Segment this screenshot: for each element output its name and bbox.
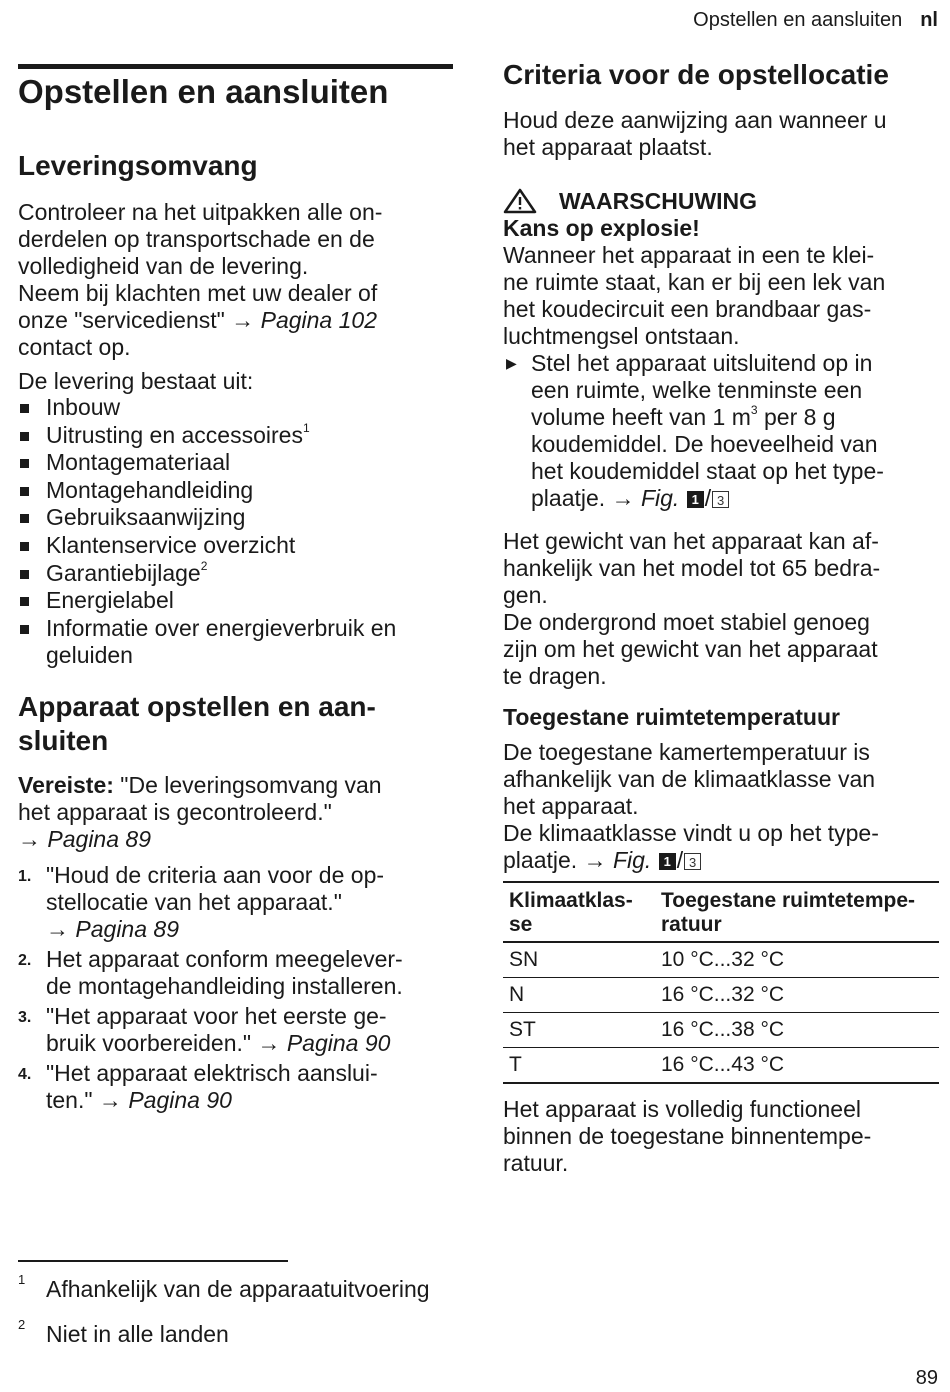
text-line: plaatje. → Fig. 1 / 3	[531, 485, 940, 512]
footnote	[18, 1272, 430, 1303]
table-row	[503, 942, 939, 978]
text-line: Wanneer het apparaat in een te klei-	[503, 242, 875, 268]
text-line: het apparaat is gecontroleerd."	[18, 799, 332, 825]
warning-label: WAARSCHUWING	[559, 187, 758, 214]
text-line: zijn om het gewicht van het apparaat	[503, 636, 878, 662]
step-item	[18, 1003, 458, 1057]
list-item-text: Montagehandleiding	[46, 476, 254, 503]
step-text: "Het apparaat elektrisch aanslui-	[46, 1060, 378, 1086]
text-line: te dragen.	[503, 663, 607, 689]
superscript: 3	[750, 403, 758, 417]
header-text: Klimaatklas-	[509, 889, 633, 912]
header-text: Toegestane ruimtetempe-	[661, 889, 915, 912]
running-header	[693, 9, 938, 32]
text-span: volume heeft van 1 m	[531, 404, 751, 430]
figure-link[interactable]: Fig.	[612, 847, 652, 873]
step-number: 4.	[18, 1066, 32, 1083]
delivery-list	[18, 394, 458, 670]
footnote-number: 2	[18, 1317, 26, 1332]
page-link[interactable]: Pagina 90	[128, 1087, 232, 1113]
text-span: "De leveringsomvang van	[120, 772, 382, 798]
step-text: bruik voorbereiden."	[46, 1030, 252, 1056]
text-line: derdelen op transportschade en de	[18, 226, 375, 252]
text-line: plaatje. → Fig. 1 / 3	[503, 847, 940, 874]
text-span: onze "servicedienst"	[18, 307, 225, 333]
table-row	[503, 1048, 939, 1084]
warning-action	[503, 350, 940, 512]
text-line: hankelijk van het model tot 65 bedra-	[503, 555, 881, 581]
warning-header	[503, 187, 940, 215]
temperature-text	[503, 739, 940, 874]
list-item	[18, 477, 458, 505]
step-text: Het apparaat conform meegelever-	[46, 946, 403, 972]
step-number: 3.	[18, 1009, 32, 1026]
header-text: se	[509, 913, 533, 936]
table-row	[503, 1013, 939, 1048]
text-line	[18, 307, 458, 334]
climate-class-table	[503, 881, 939, 1084]
step-text: de montagehandleiding installeren.	[46, 973, 403, 999]
arrow-icon: →	[98, 1087, 122, 1113]
text-line: ne ruimte staat, kan er bij een lek van	[503, 269, 886, 295]
list-item	[18, 449, 458, 477]
title-rule	[18, 64, 453, 69]
arrow-icon: →	[46, 916, 69, 942]
table-header-row	[503, 882, 939, 942]
page-number: 89	[915, 1367, 938, 1389]
table-cell: N	[503, 978, 655, 1013]
footnote-rule	[18, 1260, 288, 1262]
heading-leveringsomvang: Leveringsomvang	[18, 150, 258, 181]
figure-1-badge[interactable]: 1	[687, 491, 704, 508]
warning-triangle-icon	[503, 188, 537, 214]
heading-temperature: Toegestane ruimtetemperatuur	[503, 704, 840, 730]
footnote-text: Afhankelijk van de apparaatuitvoering	[46, 1276, 430, 1302]
delivery-intro: De levering bestaat uit:	[18, 368, 254, 394]
list-item-text: Uitrusting en accessoires	[46, 421, 303, 448]
step-text: "Het apparaat voor het eerste ge-	[46, 1003, 387, 1029]
text-span: per 8 g	[757, 404, 836, 430]
footnote-ref[interactable]: 2	[200, 558, 208, 573]
footnote-number: 1	[18, 1272, 26, 1287]
table-cell: T	[503, 1048, 655, 1084]
text-line: Het apparaat is volledig functioneel	[503, 1096, 862, 1122]
text-line: De ondergrond moet stabiel genoeg	[503, 609, 870, 635]
footnote	[18, 1317, 229, 1348]
text-line: De toegestane kamertemperatuur is	[503, 739, 870, 765]
list-item-text: Garantiebijlage	[46, 559, 201, 586]
step-item	[18, 946, 458, 1000]
figure-link[interactable]: Fig.	[640, 485, 680, 511]
warning-title: Kans op explosie!	[503, 215, 700, 241]
text-line: Houd deze aanwijzing aan wanneer u	[503, 107, 887, 133]
list-item-text: Klantenservice overzicht	[46, 531, 296, 558]
list-item	[18, 504, 458, 532]
list-item-text: Inbouw	[46, 394, 121, 420]
criteria-text	[503, 107, 940, 161]
table-cell: 16 °C...43 °C	[655, 1048, 939, 1084]
text-line: het apparaat.	[503, 793, 639, 819]
text-line	[18, 772, 458, 799]
figure-3-badge[interactable]: 3	[684, 853, 701, 870]
list-item-text: Gebruiksaanwijzing	[46, 504, 246, 531]
text-line: het apparaat plaatst.	[503, 134, 713, 160]
text-span: plaatje.	[503, 847, 578, 873]
arrow-icon: →	[257, 1030, 281, 1056]
text-line: Controleer na het uitpakken alle on-	[18, 199, 383, 225]
text-line: afhankelijk van de klimaatklasse van	[503, 766, 876, 792]
figure-3-badge[interactable]: 3	[712, 491, 729, 508]
text-line: koudemiddel. De hoeveelheid van	[531, 431, 878, 457]
text-line: De klimaatklasse vindt u op het type-	[503, 820, 879, 846]
page-title: Opstellen en aansluiten	[18, 73, 389, 110]
table-note	[503, 1096, 940, 1177]
text-line: contact op.	[18, 334, 131, 360]
steps-list	[18, 862, 458, 1117]
step-item	[18, 862, 458, 943]
text-line: een ruimte, welke tenminste een	[531, 377, 863, 403]
text-line	[531, 404, 940, 431]
list-item-text: Energielabel	[46, 587, 174, 614]
page-link[interactable]: Pagina 89	[47, 826, 151, 852]
text-line: het koudecircuit een brandbaar gas-	[503, 296, 872, 322]
text-line: Neem bij klachten met uw dealer of	[18, 280, 378, 306]
list-item-text: Informatie over energieverbruik en	[46, 614, 397, 641]
text-line: ratuur.	[503, 1150, 569, 1176]
arrow-icon: →	[611, 485, 635, 511]
column-header	[655, 882, 939, 942]
text-line: het koudemiddel staat op het type-	[531, 458, 884, 484]
table-cell: ST	[503, 1013, 655, 1048]
list-item	[18, 587, 458, 615]
table-cell: 16 °C...38 °C	[655, 1013, 939, 1048]
footnote-ref[interactable]: 1	[302, 420, 310, 435]
page-link[interactable]: Pagina 89	[75, 916, 179, 942]
list-item	[18, 615, 458, 670]
text-line	[18, 826, 458, 853]
figure-1-badge[interactable]: 1	[659, 853, 676, 870]
text-line: gen.	[503, 582, 548, 608]
list-item-text: Montagemateriaal	[46, 449, 231, 476]
header-text: ratuur	[661, 913, 722, 936]
table-cell: SN	[503, 942, 655, 978]
step-item	[18, 1060, 458, 1114]
weight-text	[503, 528, 940, 690]
header-section: Opstellen en aansluiten	[693, 9, 903, 31]
page-link[interactable]: Pagina 102	[260, 307, 377, 333]
text-line: volledigheid van de levering.	[18, 253, 309, 279]
list-item	[18, 422, 458, 450]
table-cell: 16 °C...32 °C	[655, 978, 939, 1013]
text-line: binnen de toegestane binnentempe-	[503, 1123, 872, 1149]
step-text: ten."	[46, 1087, 93, 1113]
text-line: Stel het apparaat uitsluitend op in	[531, 350, 873, 376]
footnote-text: Niet in alle landen	[46, 1321, 229, 1347]
leveringsomvang-text	[18, 199, 458, 361]
table-cell: 10 °C...32 °C	[655, 942, 939, 978]
header-language: nl	[920, 9, 938, 31]
heading-line: Apparaat opstellen en aan-	[18, 691, 376, 722]
requirement	[18, 772, 458, 853]
step-number: 2.	[18, 952, 32, 969]
step-number: 1.	[18, 868, 32, 885]
heading-line: sluiten	[18, 725, 109, 756]
list-item	[18, 394, 458, 422]
heading-criteria: Criteria voor de opstellocatie	[503, 59, 889, 90]
requirement-label: Vereiste:	[18, 772, 114, 798]
heading-opstellen	[18, 690, 458, 758]
arrow-icon: →	[231, 307, 255, 333]
triangle-bullet-icon: ▶	[506, 355, 517, 371]
text-line: Het gewicht van het apparaat kan af-	[503, 528, 879, 554]
list-item-text: geluiden	[46, 642, 133, 669]
text-span: plaatje.	[531, 485, 606, 511]
arrow-icon: →	[18, 826, 41, 852]
step-text: stellocatie van het apparaat."	[46, 889, 342, 915]
warning-block	[503, 187, 940, 512]
page-link[interactable]: Pagina 90	[286, 1030, 391, 1056]
list-item	[18, 532, 458, 560]
text-line: luchtmengsel ontstaan.	[503, 323, 740, 349]
step-text: "Houd de criteria aan voor de op-	[46, 862, 385, 888]
table-row	[503, 978, 939, 1013]
arrow-icon: →	[583, 847, 607, 873]
list-item	[18, 560, 458, 588]
column-header	[503, 882, 655, 942]
